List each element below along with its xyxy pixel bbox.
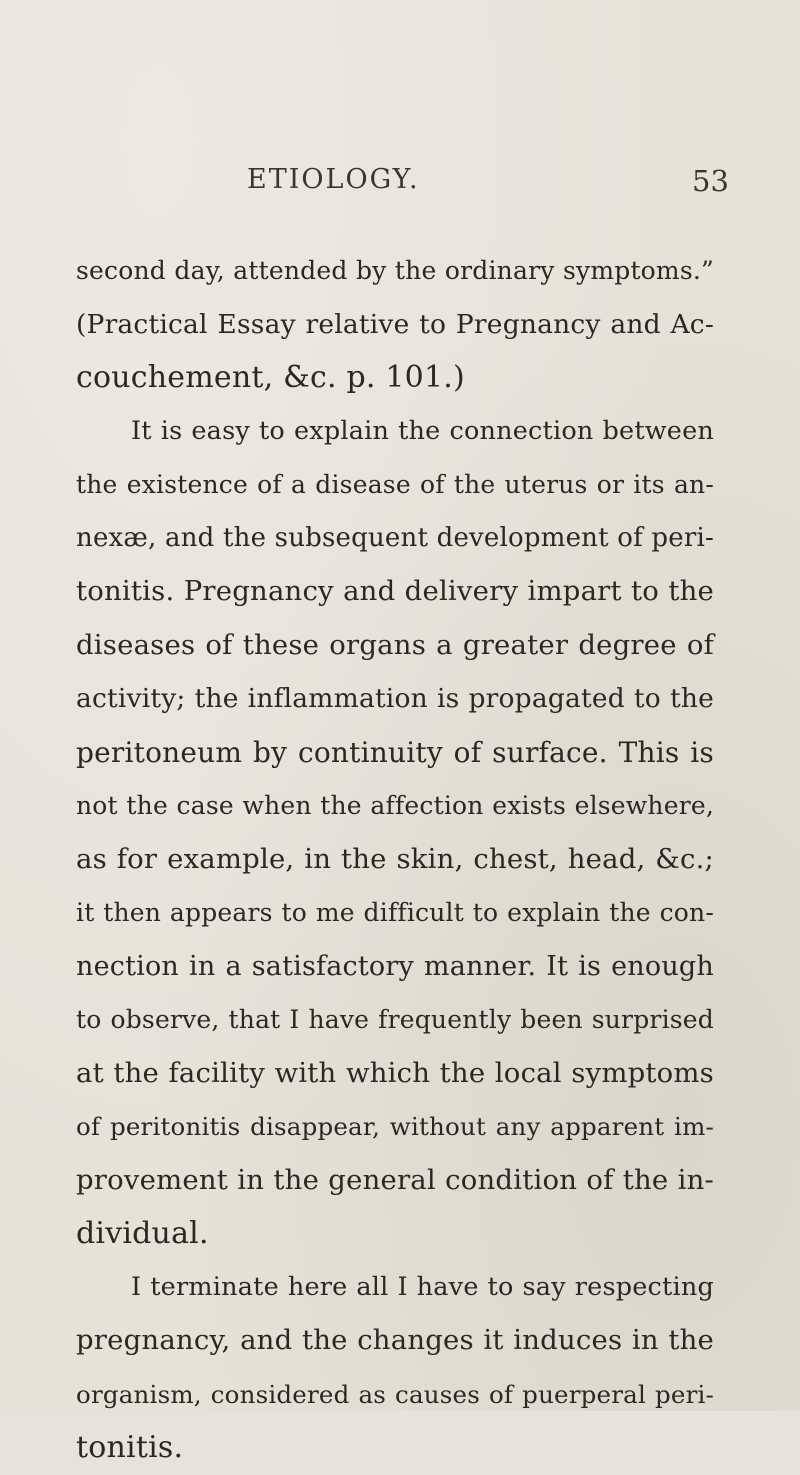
text-line: to observe, that I have frequently been surprised bbox=[76, 1005, 714, 1034]
text-line: at the facility with which the local symptoms bbox=[76, 1056, 714, 1089]
running-head bbox=[0, 164, 800, 204]
running-head-title: ETIOLOGY. bbox=[247, 164, 420, 195]
text-line: not the case when the affection exists elsewhere, bbox=[76, 791, 714, 820]
text-line: the existence of a disease of the uterus or its an- bbox=[76, 470, 714, 499]
text-line: peritoneum by continuity of surface. This is bbox=[76, 735, 714, 769]
text-line: of peritonitis disappear, without any apparent im- bbox=[76, 1112, 714, 1141]
text-line: activity; the inflammation is propagated to the bbox=[76, 683, 714, 714]
text-line: as for example, in the skin, chest, head, &c.; bbox=[76, 842, 714, 875]
text-line: pregnancy, and the changes it induces in the bbox=[76, 1324, 714, 1356]
text-line: organism, considered as causes of puerperal peri- bbox=[76, 1379, 714, 1409]
text-line: tonitis. bbox=[76, 1430, 184, 1465]
page-number: 53 bbox=[692, 164, 729, 198]
paragraph-start-line: It is easy to explain the connection between bbox=[131, 415, 714, 446]
text-line: nection in a satisfactory manner. It is enough bbox=[76, 950, 714, 982]
paragraph-start-line: I terminate here all I have to say respecting bbox=[131, 1271, 714, 1302]
text-line: nexæ, and the subsequent development of peri- bbox=[76, 522, 714, 553]
text-line: provement in the general condition of the in- bbox=[76, 1163, 714, 1196]
text-line: it then appears to me difficult to explain the con- bbox=[76, 898, 714, 927]
text-line: dividual. bbox=[76, 1216, 209, 1251]
text-line: tonitis. Pregnancy and delivery impart to the bbox=[76, 575, 714, 607]
text-line: (Practical Essay relative to Pregnancy and Ac- bbox=[76, 308, 714, 340]
text-line: couchement, &c. p. 101.) bbox=[76, 360, 465, 395]
body-text bbox=[76, 244, 714, 1475]
text-line: diseases of these organs a greater degree of bbox=[76, 628, 714, 661]
text-line: second day, attended by the ordinary symptoms.” bbox=[76, 256, 714, 285]
